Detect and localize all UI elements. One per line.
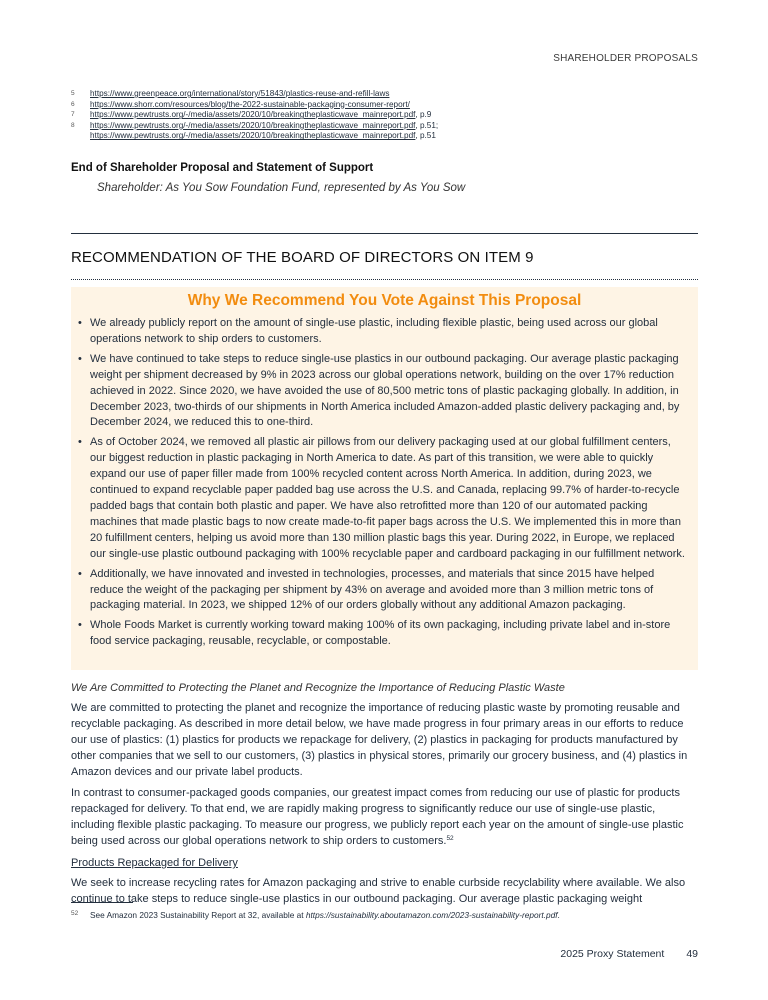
page-footer	[560, 948, 698, 960]
body-paragraph-text: In contrast to consumer-packaged goods companies, our greatest impact comes from reducing our use of plastic for products repackaged for delivery. To that end, we are rapidly making progress to significantly reduce our use of single-use plastic, including flexible plastic packaging. To measure our progress, we publicly report each year on the amount of single-use plastic being used across our global operations network to ship orders to customers.	[71, 787, 684, 848]
footnote	[71, 110, 701, 121]
recommendation-box	[71, 287, 698, 670]
list-item-text: We have continued to take steps to reduce single-use plastics in our outbound packaging. Our average plastic packaging weight per shipment decreased by 9% in 2023 across our global operations network, building on the over 17% reduction achieved in 2022. Since 2020, we have avoided the use of 80,500 metric tons of plastic packaging globally. In addition, in December 2023, two-thirds of our shipments in North America included Amazon-added plastic delivery packaging and, by December 2024, we reduced this to one-third.	[90, 352, 680, 429]
list-item-text: Additionally, we have innovated and invested in technologies, processes, and materials that since 2015 have helped reduce the weight of the packaging per shipment by 43% on average and avoided more than 3 million metric tons of packaging material. In 2023, we shipped 12% of our orders globally without any additional Amazon packaging.	[90, 567, 655, 612]
page-number: 49	[686, 948, 698, 960]
footnote-text: See Amazon 2023 Sustainability Report at 32, available at	[90, 910, 306, 920]
footnote-page: , p.51;	[415, 120, 439, 130]
bullet-icon: •	[78, 436, 82, 449]
footnote-bottom	[71, 910, 560, 920]
footnote-number: 8	[71, 121, 75, 129]
body-subheading-underlined: Products Repackaged for Delivery	[71, 857, 238, 870]
list-item-text: We already publicly report on the amount of single-use plastic, including flexible plastic, being used across our global operations network to ship orders to customers.	[90, 317, 658, 345]
list-item-text: Whole Foods Market is currently working toward making 100% of its own packaging, including private label and in-store food service packaging, reusable, recyclable, or compostable.	[90, 619, 671, 648]
footnote-number: 6	[71, 100, 75, 108]
footnote-link[interactable]: https://www.pewtrusts.org/-/media/assets/2020/10/breakingtheplasticwave_mainreport.pdf	[90, 131, 416, 141]
shareholder-attribution: Shareholder: As You Sow Foundation Fund, represented by As You Sow	[97, 182, 466, 194]
list-item	[78, 618, 688, 650]
footnote-suffix: .	[557, 910, 560, 920]
bullet-icon: •	[78, 567, 82, 580]
footnote-link[interactable]: https://www.greenpeace.org/international/story/51843/plastics-reuse-and-refill-laws	[90, 89, 390, 98]
body-text	[71, 681, 699, 914]
body-paragraph: We seek to increase recycling rates for Amazon packaging and strive to enable curbside recyclability where available. We also continue to take steps to reduce single-use plastics in our outbound packaging. Our average plastic packaging weight	[71, 876, 686, 905]
body-subheading: We Are Committed to Protecting the Planet and Recognize the Importance of Reducing Plastic Waste	[71, 682, 565, 694]
footnote-link[interactable]: https://www.pewtrusts.org/-/media/assets/2020/10/breakingtheplasticwave_mainreport.pdf	[90, 110, 416, 120]
footnote-link[interactable]: https://sustainability.aboutamazon.com/2023-sustainability-report.pdf	[305, 910, 558, 920]
list-item	[78, 352, 688, 432]
list-item	[78, 435, 688, 562]
footnote-link[interactable]: https://www.pewtrusts.org/-/media/assets/2020/10/breakingtheplasticwave_mainreport.pdf	[90, 120, 416, 130]
end-of-proposal-title: End of Shareholder Proposal and Statement of Support	[71, 162, 374, 174]
footnote-page: , p.51	[415, 131, 436, 141]
bullet-icon: •	[78, 317, 82, 329]
footnote-number: 5	[71, 90, 75, 97]
document-name: 2025 Proxy Statement	[560, 948, 665, 960]
section-title: RECOMMENDATION OF THE BOARD OF DIRECTORS ON ITEM 9	[71, 249, 534, 266]
footnote-number: 52	[71, 910, 79, 917]
recommendation-list	[71, 316, 698, 650]
recommendation-box-title: Why We Recommend You Vote Against This Proposal	[187, 292, 582, 309]
body-paragraph	[71, 786, 699, 850]
footnote-divider	[71, 902, 133, 903]
footnote	[71, 121, 701, 142]
footnote-number: 7	[71, 111, 75, 119]
section-divider	[71, 233, 698, 234]
list-item	[78, 316, 688, 348]
footnote-reference[interactable]: 52	[446, 835, 454, 843]
footnote-link[interactable]: https://www.shorr.com/resources/blog/the-2022-sustainable-packaging-consumer-report/	[90, 99, 410, 109]
footnotes-top	[71, 89, 701, 142]
bullet-icon: •	[78, 352, 82, 365]
list-item-text: As of October 2024, we removed all plastic air pillows from our delivery packaging used at our global fulfillment centers, our biggest reduction in plastic packaging in North America to date. As part of this transition, we were able to quickly expand our use of paper filler made from 100% recycled content across North America. In addition, during 2023, we continued to expand recyclable paper padded bag use across the U.S. and Canada, replacing 99.7% of harder-to-recycle padded bags that contain both plastic and paper. We have also retrofitted more than 120 of our automated packing machines that made plastic bags to now create made-to-fit paper bags across the U.S. We implemented this in more than 20 fulfillment centers, helping us avoid more than 130 million plastic bags this year. During 2022, in Europe, we replaced our single-use plastic outbound packaging with 100% recyclable paper and cardboard packaging in our fulfillment network.	[90, 436, 685, 560]
bullet-icon: •	[78, 619, 82, 632]
dotted-divider	[71, 279, 698, 280]
footnote	[71, 89, 701, 100]
footnote-page: , p.9	[415, 110, 432, 120]
footnote	[71, 100, 701, 111]
list-item	[78, 567, 688, 615]
running-header: SHAREHOLDER PROPOSALS	[553, 53, 698, 64]
body-paragraph: We are committed to protecting the planet and recognize the importance of reducing plastic waste by promoting reusable and recyclable packaging. As described in more detail below, we have made progress in four primary areas in our efforts to reduce our use of plastics: (1) plastics for products we repackage for delivery, (2) plastics in packaging for products manufactured by other companies that we sell to our customers, (3) plastics in physical stores, primarily our grocery business, and (4) plastics in Amazon devices and our private label products.	[71, 701, 688, 778]
